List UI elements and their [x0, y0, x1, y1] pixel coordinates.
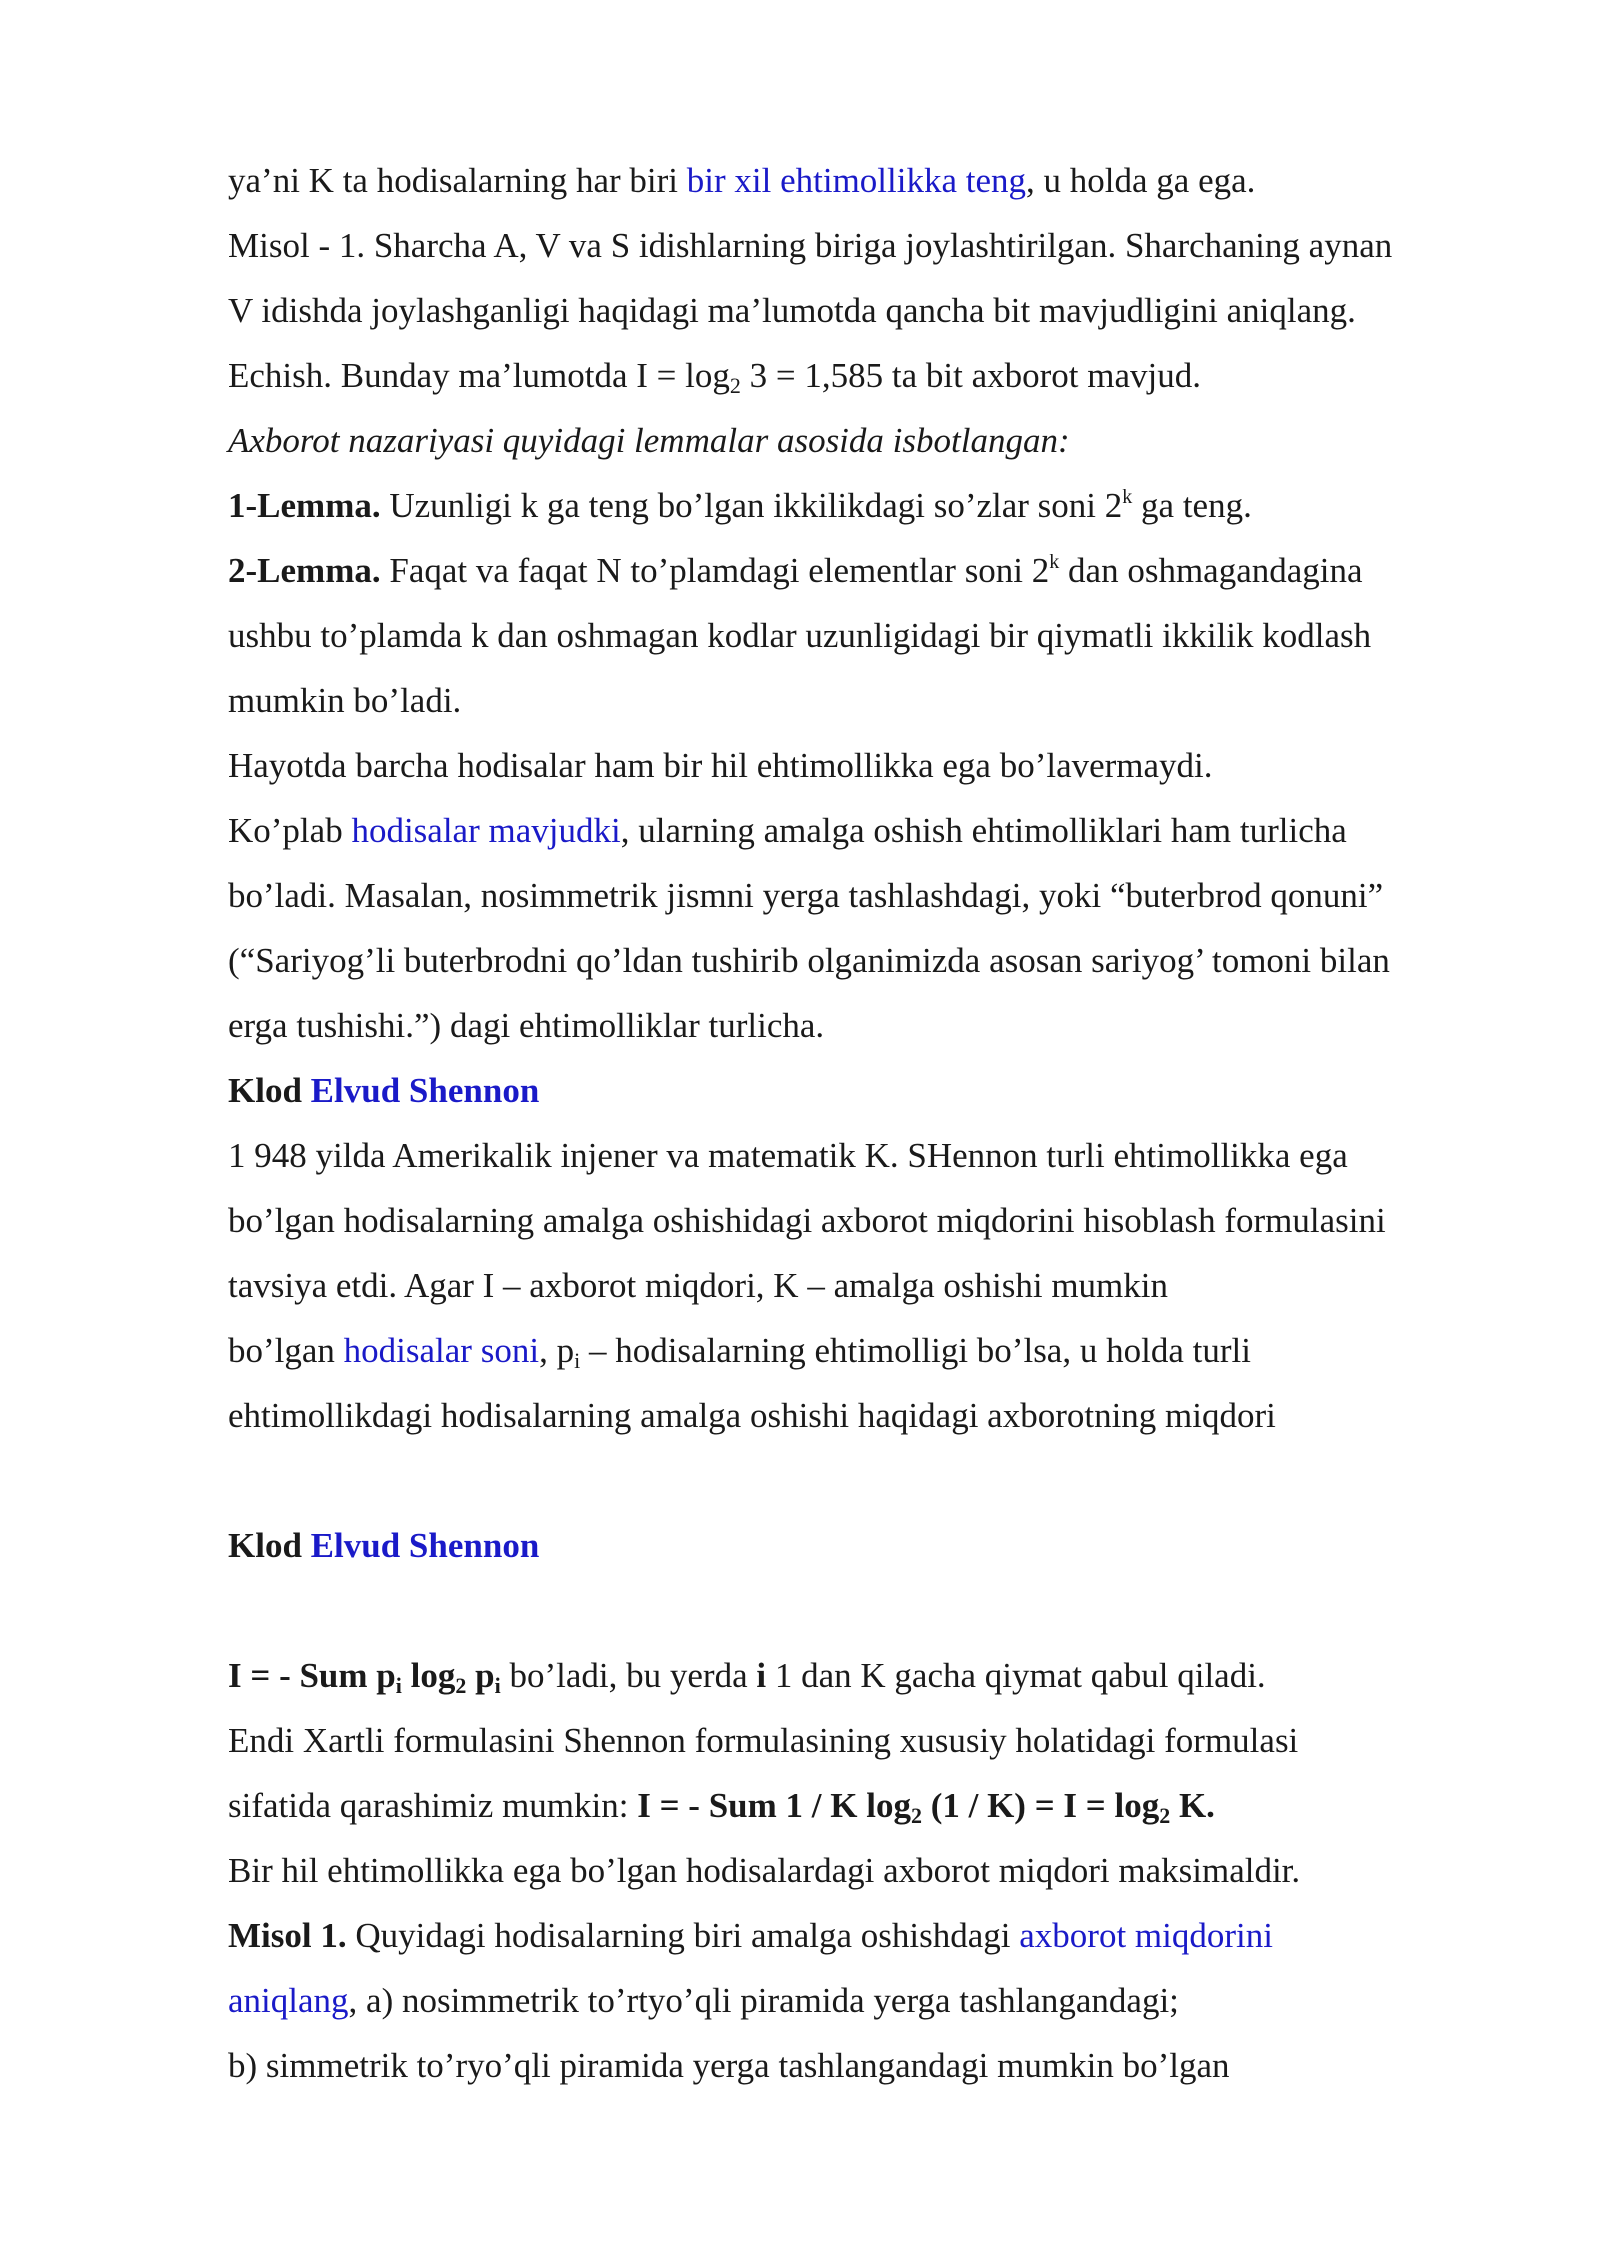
lemma-2	[228, 538, 1528, 603]
paragraph-line: tavsiya etdi. Agar I – axborot miqdori, K – amalga oshishi mumkin	[228, 1266, 1168, 1305]
paragraph-line: b) simmetrik to’ryo’qli piramida yerga tashlangandagi mumkin bo’lgan	[228, 2046, 1230, 2085]
text-run: , p	[539, 1331, 575, 1370]
lemma-label: 2-Lemma.	[228, 551, 381, 590]
blank-line	[228, 1448, 1528, 1513]
paragraph-line: mumkin bo’ladi.	[228, 681, 462, 720]
text-run: , u holda ga ega.	[1026, 161, 1256, 200]
example-label: Misol 1.	[228, 1916, 347, 1955]
text-run: sifatida qarashimiz mumkin:	[228, 1786, 638, 1825]
text-run: Echish. Bunday ma’lumotda I = log	[228, 356, 730, 395]
lemma-1	[228, 473, 1528, 538]
subscript: i	[395, 1673, 402, 1698]
text-run: 3 = 1,585 ta bit axborot mavjud.	[740, 356, 1201, 395]
text-run: Quyidagi hodisalarning biri amalga oshishdagi	[346, 1916, 1020, 1955]
heading-text: Klod	[228, 1526, 311, 1565]
paragraph-line: 1 948 yilda Amerikalik injener va matematik K. SHennon turli ehtimollikka ega	[228, 1136, 1348, 1175]
text-run: Ko’plab	[228, 811, 352, 850]
formula-part: I = - Sum p	[228, 1656, 396, 1695]
formula-part: log	[401, 1656, 456, 1695]
formula-part: I = - Sum 1 / K log	[637, 1786, 911, 1825]
hartley-formula	[637, 1786, 1215, 1828]
paragraph-line: V idishda joylashganligi haqidagi ma’lumotda qancha bit mavjudligini aniqlang.	[228, 291, 1356, 330]
superscript: k	[1049, 551, 1060, 573]
shannon-formula	[228, 1656, 501, 1698]
paragraph-line: ushbu to’plamda k dan oshmagan kodlar uzunligidagi bir qiymatli ikkilik kodlash	[228, 616, 1372, 655]
paragraph-line: erga tushishi.”) dagi ehtimolliklar turlicha.	[228, 1006, 825, 1045]
index-variable: i	[756, 1656, 767, 1695]
superscript: k	[1122, 486, 1133, 508]
text-run: ya’ni K ta hodisalarning har biri	[228, 161, 687, 200]
section-heading	[228, 1058, 1528, 1123]
section-heading	[228, 1513, 1528, 1578]
document-page	[228, 148, 1528, 2098]
paragraph-line	[228, 1318, 1528, 1383]
paragraph-line	[228, 148, 1528, 213]
formula-line	[228, 1643, 1528, 1708]
paragraph-line	[228, 343, 1528, 408]
link-information-amount[interactable]: axborot miqdorini	[1019, 1916, 1273, 1955]
paragraph-line	[228, 798, 1528, 863]
paragraph-line: bo’ladi. Masalan, nosimmetrik jismni yerga tashlashdagi, yoki “buterbrod qonuni”	[228, 876, 1384, 915]
formula-part: p	[466, 1656, 495, 1695]
text-run: ga teng.	[1132, 486, 1252, 525]
text-run: – hodisalarning ehtimolligi bo’lsa, u holda turli	[580, 1331, 1251, 1370]
subscript: 2	[910, 1803, 922, 1828]
link-events-exist[interactable]: hodisalar mavjudki	[351, 811, 621, 850]
text-run: dan oshmagandagina	[1059, 551, 1363, 590]
subscript: 2	[729, 373, 741, 398]
link-shannon[interactable]: Elvud Shennon	[310, 1071, 540, 1110]
example-line	[228, 1968, 1528, 2033]
subscript: i	[574, 1348, 581, 1373]
subscript: 2	[455, 1673, 467, 1698]
link-determine[interactable]: aniqlang	[228, 1981, 349, 2020]
text-run: bo’ladi, bu yerda	[500, 1656, 757, 1695]
heading-text: Klod	[228, 1071, 311, 1110]
paragraph-line: ehtimollikdagi hodisalarning amalga oshishi haqidagi axborotning miqdori	[228, 1396, 1276, 1435]
text-run: 1 dan K gacha qiymat qabul qiladi.	[766, 1656, 1266, 1695]
paragraph-line	[228, 408, 1528, 473]
link-number-of-events[interactable]: hodisalar soni	[343, 1331, 540, 1370]
text-run: , a) nosimmetrik to’rtyo’qli piramida yerga tashlangandagi;	[348, 1981, 1179, 2020]
formula-part: (1 / K) = I = log	[921, 1786, 1160, 1825]
text-run: , ularning amalga oshish ehtimolliklari ham turlicha	[620, 811, 1347, 850]
blank-line	[228, 1578, 1528, 1643]
link-shannon[interactable]: Elvud Shennon	[310, 1526, 540, 1565]
text-run: Uzunligi k ga teng bo’lgan ikkilikdagi so’zlar soni 2	[380, 486, 1123, 525]
link-equal-probability[interactable]: bir xil ehtimollikka teng	[686, 161, 1027, 200]
subscript: 2	[1159, 1803, 1171, 1828]
paragraph-line: Endi Xartli formulasini Shennon formulasining xususiy holatidagi formulasi	[228, 1721, 1299, 1760]
text-run: Faqat va faqat N to’plamdagi elementlar soni 2	[380, 551, 1050, 590]
formula-part: K.	[1170, 1786, 1215, 1825]
paragraph-line: Misol - 1. Sharcha A, V va S idishlarning biriga joylashtirilgan. Sharchaning aynan	[228, 226, 1393, 265]
lemma-label: 1-Lemma.	[228, 486, 381, 525]
paragraph-line: bo’lgan hodisalarning amalga oshishidagi axborot miqdorini hisoblash formulasini	[228, 1201, 1386, 1240]
text-run: bo’lgan	[228, 1331, 344, 1370]
italic-intro: Axborot nazariyasi quyidagi lemmalar asosida isbotlangan:	[228, 421, 1070, 460]
formula-line	[228, 1773, 1528, 1838]
paragraph-line: Bir hil ehtimollikka ega bo’lgan hodisalardagi axborot miqdori maksimaldir.	[228, 1851, 1301, 1890]
paragraph-line: Hayotda barcha hodisalar ham bir hil ehtimollikka ega bo’lavermaydi.	[228, 746, 1213, 785]
paragraph-line: (“Sariyog’li buterbrodni qo’ldan tushirib olganimizda asosan sariyog’ tomoni bilan	[228, 941, 1390, 980]
example-line	[228, 1903, 1528, 1968]
subscript: i	[494, 1673, 501, 1698]
